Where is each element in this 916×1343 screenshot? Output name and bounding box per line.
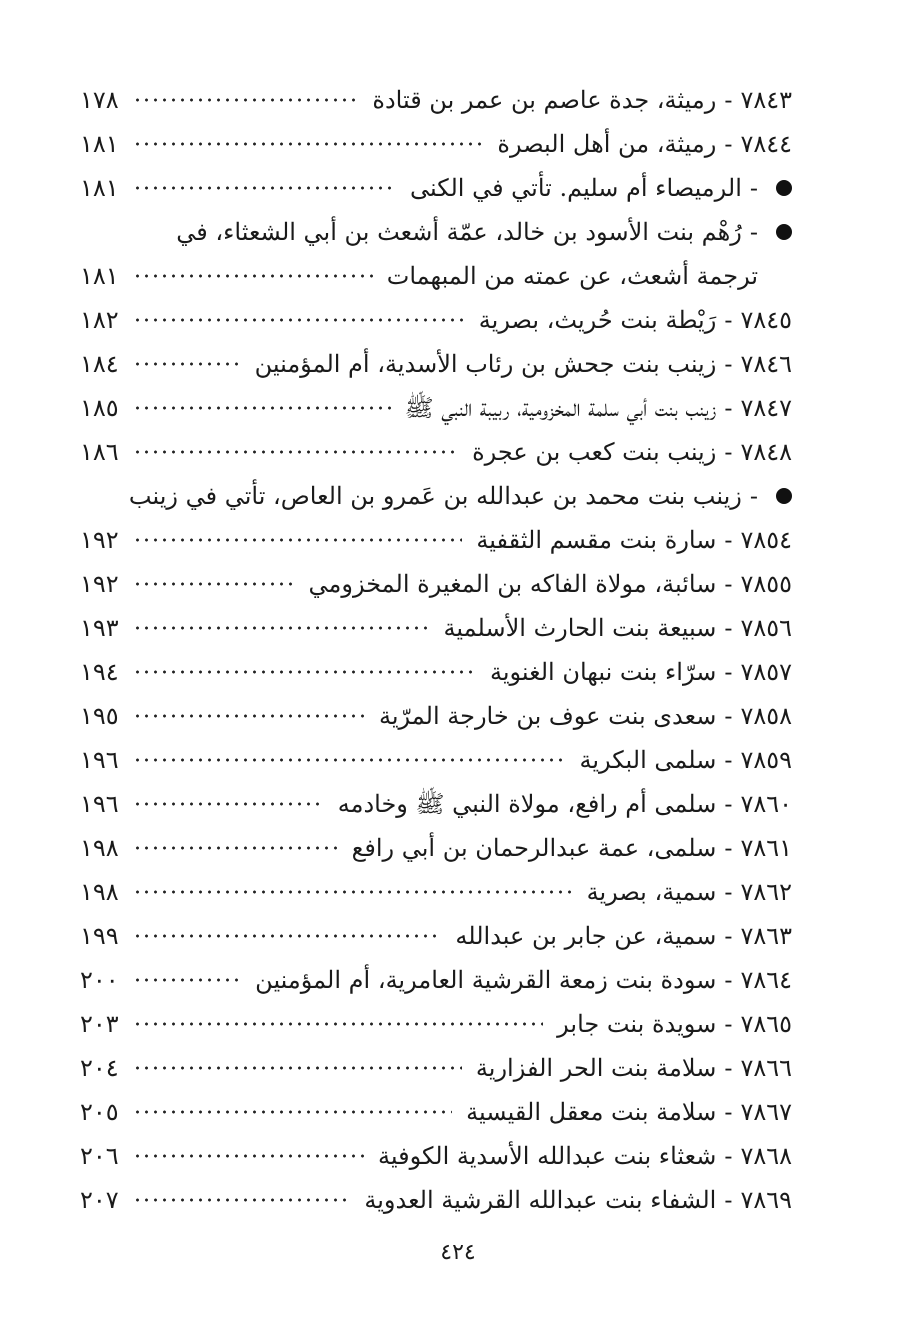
toc-entry — [80, 958, 792, 1002]
entry-separator: - — [724, 1142, 733, 1170]
entry-title: رميثة، جدة عاصم بن عمر بن قتادة — [372, 86, 717, 114]
toc-entry — [80, 1090, 792, 1134]
entry-page-ref: ١٨١ — [80, 262, 119, 290]
toc-entry — [80, 1046, 792, 1090]
entry-separator: - — [724, 570, 733, 598]
toc-entry — [80, 1134, 792, 1178]
entry-page-ref: ١٩٩ — [80, 922, 119, 950]
entry-separator: - — [724, 306, 733, 334]
entry-title: الرميصاء أم سليم. تأتي في الكنى — [409, 174, 742, 202]
dot-leader — [133, 166, 396, 210]
entry-number: ٧٨٥٥ — [740, 570, 792, 598]
toc-entry — [80, 694, 792, 738]
dot-leader — [133, 386, 391, 430]
entry-page-ref: ١٩٢ — [80, 526, 119, 554]
entry-page-ref: ٢٠٥ — [80, 1098, 119, 1126]
dot-leader — [133, 1134, 364, 1178]
entry-page-ref: ١٨٤ — [80, 350, 119, 378]
entry-title: سعدى بنت عوف بن خارجة المرّية — [378, 702, 717, 730]
entry-title: زينب بنت محمد بن عبدالله بن عَمرو بن العاص، تأتي في زينب — [128, 482, 742, 510]
dot-leader — [133, 298, 465, 342]
dot-leader — [133, 518, 463, 562]
entry-title: ترجمة أشعث، عن عمته من المبهمات — [386, 262, 758, 290]
entry-number: ٧٨٤٤ — [740, 130, 792, 158]
entry-title: سمية، بصرية — [586, 878, 717, 906]
entry-number: ٧٨٥٦ — [740, 614, 792, 642]
bullet-icon — [776, 488, 792, 504]
entry-number: ٧٨٤٥ — [740, 306, 792, 334]
entry-number: ٧٨٦٦ — [740, 1054, 792, 1082]
entry-page-ref: ١٨٥ — [80, 394, 119, 422]
dot-leader — [133, 914, 442, 958]
entry-separator: - — [749, 174, 758, 202]
entry-separator: - — [724, 1010, 733, 1038]
entry-title: سلمى البكرية — [579, 746, 717, 774]
entry-number: ٧٨٥٧ — [740, 658, 792, 686]
entry-separator: - — [724, 790, 733, 818]
entry-separator: - — [749, 482, 758, 510]
toc-entry — [80, 430, 792, 474]
entry-separator: - — [724, 702, 733, 730]
entry-page-ref: ١٩٦ — [80, 790, 119, 818]
entry-page-ref: ٢٠٤ — [80, 1054, 119, 1082]
bullet-icon — [776, 180, 792, 196]
entry-title: زينب بنت كعب بن عجرة — [472, 438, 717, 466]
dot-leader — [133, 958, 242, 1002]
entry-number: ٧٨٦٧ — [740, 1098, 792, 1126]
entry-number: ٧٨٤٦ — [740, 350, 792, 378]
toc-entry — [80, 650, 792, 694]
entry-page-ref: ١٨١ — [80, 130, 119, 158]
entry-title: سويدة بنت جابر — [557, 1010, 717, 1038]
entry-page-ref: ١٩٢ — [80, 570, 119, 598]
entry-title: الشفاء بنت عبدالله القرشية العدوية — [364, 1186, 717, 1214]
entry-page-ref: ٢٠٠ — [80, 966, 119, 994]
toc-entry — [80, 870, 792, 914]
page-number: ٤٢٤ — [440, 1240, 476, 1265]
toc-entry — [80, 386, 792, 430]
entry-separator: - — [724, 658, 733, 686]
dot-leader — [133, 430, 458, 474]
entry-separator: - — [724, 1186, 733, 1214]
entry-number: ٧٨٦٢ — [740, 878, 792, 906]
dot-leader — [133, 738, 566, 782]
entry-separator: - — [724, 1098, 733, 1126]
entry-number: ٧٨٦٩ — [740, 1186, 792, 1214]
toc-entry — [80, 342, 792, 386]
toc-entry — [80, 826, 792, 870]
entry-title: سلمى أم رافع، مولاة النبي ﷺ وخادمه — [337, 790, 717, 818]
dot-leader — [133, 342, 241, 386]
entry-separator: - — [724, 614, 733, 642]
entry-separator: - — [724, 1054, 733, 1082]
toc-entry — [80, 562, 792, 606]
dot-leader — [133, 650, 476, 694]
entry-separator: - — [724, 922, 733, 950]
entry-title: سلامة بنت الحر الفزارية — [475, 1054, 717, 1082]
entry-page-ref: ١٩٨ — [80, 834, 119, 862]
toc-entry — [80, 914, 792, 958]
entry-number: ٧٨٦٤ — [740, 966, 792, 994]
toc-entry — [80, 1178, 792, 1222]
entry-separator: - — [724, 130, 733, 158]
toc-entry — [80, 474, 792, 518]
table-of-contents — [80, 78, 792, 1222]
entry-page-ref: ١٩٤ — [80, 658, 119, 686]
entry-page-ref: ١٩٨ — [80, 878, 119, 906]
toc-entry — [80, 518, 792, 562]
entry-page-ref: ١٨٢ — [80, 306, 119, 334]
entry-separator: - — [724, 878, 733, 906]
entry-title: سارة بنت مقسم الثقفية — [476, 526, 717, 554]
dot-leader — [133, 562, 295, 606]
entry-number: ٧٨٥٨ — [740, 702, 792, 730]
entry-page-ref: ١٩٥ — [80, 702, 119, 730]
toc-entry — [80, 78, 792, 122]
dot-leader — [133, 782, 324, 826]
toc-entry — [80, 166, 792, 210]
entry-title: سلمى، عمة عبدالرحمان بن أبي رافع — [351, 834, 717, 862]
entry-number: ٧٨٤٨ — [740, 438, 792, 466]
toc-entry — [80, 254, 792, 298]
toc-entry — [80, 298, 792, 342]
toc-entry — [80, 1002, 792, 1046]
entry-separator: - — [724, 746, 733, 774]
entry-page-ref: ١٩٣ — [80, 614, 119, 642]
entry-title: زينب بنت جحش بن رئاب الأسدية، أم المؤمنين — [254, 350, 717, 378]
entry-number: ٧٨٦٨ — [740, 1142, 792, 1170]
entry-title: سودة بنت زمعة القرشية العامرية، أم المؤمنين — [255, 966, 717, 994]
entry-page-ref: ١٩٦ — [80, 746, 119, 774]
entry-title: زينب بنت أبي سلمة المخزومية، ربيبة النبي ﷺ — [404, 394, 717, 422]
entry-title: رَيْطة بنت حُريث، بصرية — [478, 306, 717, 334]
entry-page-ref: ٢٠٧ — [80, 1186, 119, 1214]
dot-leader — [133, 1178, 351, 1222]
entry-separator: - — [724, 966, 733, 994]
entry-title: سائبة، مولاة الفاكه بن المغيرة المخزومي — [308, 570, 717, 598]
entry-page-ref: ١٨٦ — [80, 438, 119, 466]
toc-entry — [80, 606, 792, 650]
entry-separator: - — [724, 394, 733, 422]
entry-number: ٧٨٦٣ — [740, 922, 792, 950]
entry-title: رميثة، من أهل البصرة — [497, 130, 717, 158]
entry-page-ref: ١٨١ — [80, 174, 119, 202]
entry-page-ref: ٢٠٦ — [80, 1142, 119, 1170]
entry-number: ٧٨٥٤ — [740, 526, 792, 554]
entry-title: رُهْم بنت الأسود بن خالد، عمّة أشعث بن أبي الشعثاء، في — [176, 218, 742, 246]
dot-leader — [133, 122, 484, 166]
entry-number: ٧٨٦٠ — [740, 790, 792, 818]
dot-leader — [133, 1002, 543, 1046]
entry-number: ٧٨٤٧ — [740, 394, 792, 422]
entry-title: سمية، عن جابر بن عبدالله — [455, 922, 717, 950]
toc-entry — [80, 738, 792, 782]
entry-title: سرّاء بنت نبهان الغنوية — [489, 658, 717, 686]
dot-leader — [133, 826, 338, 870]
dot-leader — [133, 1090, 452, 1134]
bullet-icon — [776, 224, 792, 240]
dot-leader — [133, 254, 373, 298]
toc-entry — [80, 210, 792, 254]
entry-separator: - — [724, 86, 733, 114]
entry-separator: - — [724, 834, 733, 862]
toc-entry — [80, 122, 792, 166]
entry-separator: - — [749, 218, 758, 246]
entry-page-ref: ١٧٨ — [80, 86, 119, 114]
entry-number: ٧٨٦٥ — [740, 1010, 792, 1038]
entry-separator: - — [724, 350, 733, 378]
entry-title: شعثاء بنت عبدالله الأسدية الكوفية — [378, 1142, 717, 1170]
entry-separator: - — [724, 526, 733, 554]
dot-leader — [133, 870, 573, 914]
entry-title: سلامة بنت معقل القيسية — [466, 1098, 717, 1126]
entry-number: ٧٨٤٣ — [740, 86, 792, 114]
entry-number: ٧٨٦١ — [740, 834, 792, 862]
entry-number: ٧٨٥٩ — [740, 746, 792, 774]
dot-leader — [133, 1046, 462, 1090]
dot-leader — [133, 78, 359, 122]
dot-leader — [133, 606, 430, 650]
toc-entry — [80, 782, 792, 826]
entry-title: سبيعة بنت الحارث الأسلمية — [443, 614, 717, 642]
entry-separator: - — [724, 438, 733, 466]
entry-page-ref: ٢٠٣ — [80, 1010, 119, 1038]
dot-leader — [133, 694, 365, 738]
